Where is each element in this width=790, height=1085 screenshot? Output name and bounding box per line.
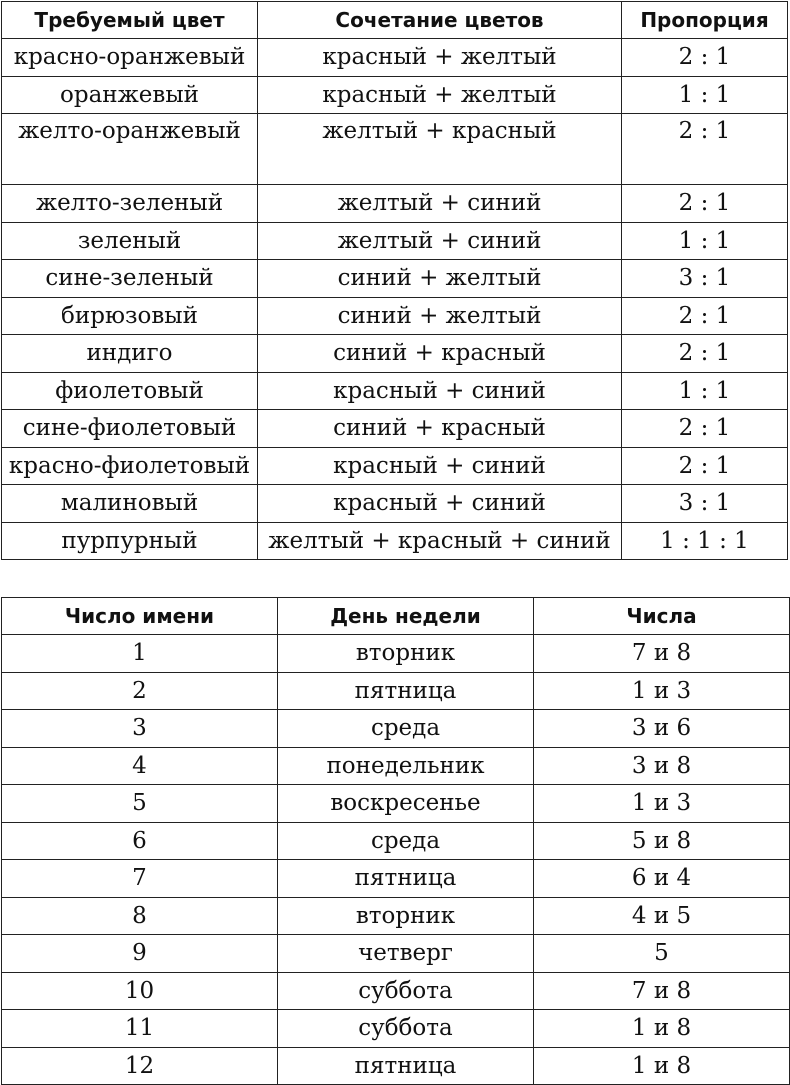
name-number-cell: 10 — [2, 972, 278, 1010]
weekday-cell: понедельник — [278, 747, 534, 785]
proportion-cell: 2 : 1 — [622, 39, 788, 77]
column-header-weekday: День недели — [278, 598, 534, 635]
table-row — [2, 39, 788, 77]
proportion-cell: 1 : 1 — [622, 372, 788, 410]
table-row — [2, 710, 790, 748]
numbers-cell: 1 и 3 — [534, 785, 790, 823]
numbers-cell: 4 и 5 — [534, 897, 790, 935]
numbers-cell: 1 и 8 — [534, 1047, 790, 1085]
weekday-cell: пятница — [278, 1047, 534, 1085]
name-number-cell: 3 — [2, 710, 278, 748]
table-row — [2, 747, 790, 785]
weekday-cell: пятница — [278, 672, 534, 710]
table-row — [2, 1047, 790, 1085]
column-header-proportion: Пропорция — [622, 2, 788, 39]
required-color-cell: желто-оранжевый — [2, 114, 258, 185]
combination-cell: красный + синий — [258, 372, 622, 410]
table-row — [2, 447, 788, 485]
weekday-cell: суббота — [278, 1010, 534, 1048]
combination-cell: синий + желтый — [258, 260, 622, 298]
combination-cell: красный + синий — [258, 485, 622, 523]
name-number-cell: 11 — [2, 1010, 278, 1048]
required-color-cell: сине-зеленый — [2, 260, 258, 298]
required-color-cell: сине-фиолетовый — [2, 410, 258, 448]
combination-cell: синий + красный — [258, 410, 622, 448]
table-row — [2, 185, 788, 223]
weekday-cell: суббота — [278, 972, 534, 1010]
combination-cell: красный + синий — [258, 447, 622, 485]
table-row — [2, 114, 788, 185]
required-color-cell: красно-фиолетовый — [2, 447, 258, 485]
numbers-cell: 1 и 3 — [534, 672, 790, 710]
name-number-cell: 12 — [2, 1047, 278, 1085]
combination-cell: синий + желтый — [258, 297, 622, 335]
column-header-numbers: Числа — [534, 598, 790, 635]
required-color-cell: малиновый — [2, 485, 258, 523]
combination-cell: красный + желтый — [258, 76, 622, 114]
numbers-cell: 5 и 8 — [534, 822, 790, 860]
proportion-cell: 2 : 1 — [622, 447, 788, 485]
column-header-name-number: Число имени — [2, 598, 278, 635]
column-header-required-color: Требуемый цвет — [2, 2, 258, 39]
proportion-cell: 1 : 1 — [622, 76, 788, 114]
name-number-cell: 7 — [2, 860, 278, 898]
proportion-cell: 2 : 1 — [622, 114, 788, 185]
table-row — [2, 260, 788, 298]
color-mix-table — [1, 1, 788, 560]
proportion-cell: 2 : 1 — [622, 185, 788, 223]
proportion-cell: 3 : 1 — [622, 485, 788, 523]
name-number-cell: 6 — [2, 822, 278, 860]
weekday-cell: среда — [278, 710, 534, 748]
name-number-cell: 1 — [2, 635, 278, 673]
table-row — [2, 76, 788, 114]
table-row — [2, 410, 788, 448]
name-number-cell: 8 — [2, 897, 278, 935]
table-row — [2, 372, 788, 410]
numbers-cell: 3 и 8 — [534, 747, 790, 785]
table-row — [2, 297, 788, 335]
required-color-cell: индиго — [2, 335, 258, 373]
weekday-cell: вторник — [278, 897, 534, 935]
required-color-cell: пурпурный — [2, 522, 258, 560]
combination-cell: желтый + синий — [258, 185, 622, 223]
table-row — [2, 485, 788, 523]
proportion-cell: 1 : 1 : 1 — [622, 522, 788, 560]
numbers-cell: 7 и 8 — [534, 635, 790, 673]
header-row — [2, 2, 788, 39]
weekday-cell: пятница — [278, 860, 534, 898]
name-number-cell: 5 — [2, 785, 278, 823]
table-row — [2, 897, 790, 935]
required-color-cell: желто-зеленый — [2, 185, 258, 223]
required-color-cell: фиолетовый — [2, 372, 258, 410]
combination-cell: красный + желтый — [258, 39, 622, 77]
table-row — [2, 972, 790, 1010]
numbers-cell: 5 — [534, 935, 790, 973]
table-row — [2, 860, 790, 898]
table-row — [2, 935, 790, 973]
table-row — [2, 635, 790, 673]
combination-cell: желтый + синий — [258, 222, 622, 260]
table-row — [2, 335, 788, 373]
header-row — [2, 598, 790, 635]
name-number-cell: 9 — [2, 935, 278, 973]
combination-cell: желтый + красный + синий — [258, 522, 622, 560]
column-header-color-combination: Сочетание цветов — [258, 2, 622, 39]
table-row — [2, 522, 788, 560]
combination-cell: синий + красный — [258, 335, 622, 373]
numbers-cell: 6 и 4 — [534, 860, 790, 898]
weekday-cell: четверг — [278, 935, 534, 973]
weekday-cell: вторник — [278, 635, 534, 673]
name-number-table — [1, 597, 790, 1085]
weekday-cell: среда — [278, 822, 534, 860]
table-row — [2, 222, 788, 260]
table-row — [2, 672, 790, 710]
numbers-cell: 7 и 8 — [534, 972, 790, 1010]
numbers-cell: 1 и 8 — [534, 1010, 790, 1048]
proportion-cell: 2 : 1 — [622, 297, 788, 335]
combination-cell: желтый + красный — [258, 114, 622, 185]
proportion-cell: 1 : 1 — [622, 222, 788, 260]
required-color-cell: оранжевый — [2, 76, 258, 114]
table-row — [2, 785, 790, 823]
name-number-cell: 4 — [2, 747, 278, 785]
proportion-cell: 2 : 1 — [622, 335, 788, 373]
name-number-cell: 2 — [2, 672, 278, 710]
weekday-cell: воскресенье — [278, 785, 534, 823]
required-color-cell: зеленый — [2, 222, 258, 260]
table-row — [2, 822, 790, 860]
required-color-cell: бирюзовый — [2, 297, 258, 335]
required-color-cell: красно-оранжевый — [2, 39, 258, 77]
proportion-cell: 2 : 1 — [622, 410, 788, 448]
proportion-cell: 3 : 1 — [622, 260, 788, 298]
table-row — [2, 1010, 790, 1048]
numbers-cell: 3 и 6 — [534, 710, 790, 748]
